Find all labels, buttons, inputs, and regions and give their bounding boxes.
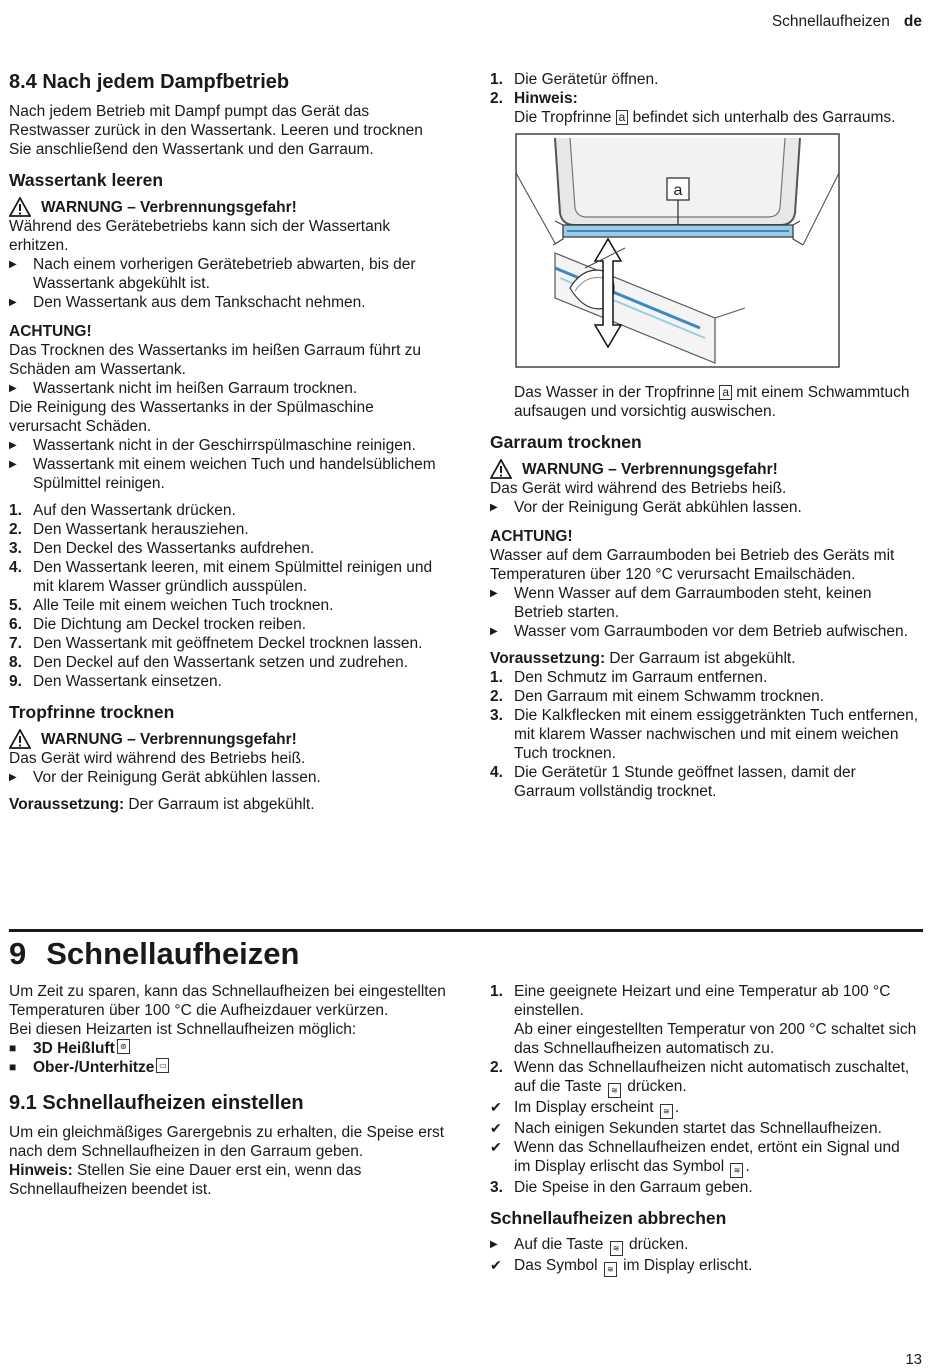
step-number: 9. [9,673,22,690]
tank-achtung-text-1: Das Trocknen des Wassertanks im heißen Garraum führt zu Schäden am Wassertank. [9,342,422,378]
tank-heading: Wassertank leeren [9,170,164,190]
step-text: Alle Teile mit einem weichen Tuch trocknen. [33,597,334,614]
list-item-text-b: drücken. [624,1236,689,1253]
step-text-a: Wenn das Schnellaufheizen nicht automatisch zuschaltet, auf die Taste [514,1059,910,1095]
bullet-arrow-icon: ▶ [9,459,17,470]
tropf-warning-text: Das Gerät wird während des Betriebs heiß. [9,750,306,767]
bullet-square-icon: ■ [9,1060,17,1074]
numbered-step [490,668,920,687]
numbered-step [9,596,449,615]
precondition-label: Voraussetzung: [9,796,125,813]
numbered-step [9,520,449,539]
step-number: 4. [9,559,22,576]
top-bottom-heat-icon: ▭ [156,1058,169,1073]
rapid-heat-symbol-icon: ≋ [604,1262,617,1277]
list-item-text: Wassertank nicht in der Geschirrspülmaschine reinigen. [33,437,416,454]
step-number: 1. [490,71,503,88]
list-item-text: Vor der Reinigung Gerät abkühlen lassen. [33,769,321,786]
step-number: 2. [490,688,503,705]
header-title: Schnellaufheizen [771,13,890,30]
oven-drip-tray-illustration [515,133,840,368]
step-number: 3. [490,707,503,724]
step-number: 2. [490,90,503,107]
tropf-warning [9,729,449,749]
precondition-label: Voraussetzung: [490,650,606,667]
list-item-text: Wenn Wasser auf dem Garraumboden steht, keinen Betrieb starten. [514,585,872,621]
chapter-number: 9 [9,936,27,971]
step-number: 7. [9,635,22,652]
step-number: 2. [9,521,22,538]
numbered-step [490,89,920,127]
tank-warning [9,197,449,217]
numbered-step [9,615,449,634]
garraum-achtung: ACHTUNG! [490,528,573,545]
list-item [9,455,449,493]
step-number: 6. [9,616,22,633]
tank-achtung: ACHTUNG! [9,323,92,340]
list-item [9,379,449,398]
bullet-arrow-icon: ▶ [9,440,17,451]
bullet-arrow-icon: ▶ [490,588,498,599]
bullet-arrow-icon: ▶ [490,1239,498,1250]
bullet-arrow-icon: ▶ [9,772,17,783]
step-text [514,982,920,1058]
step-3-text [514,383,920,421]
step-text-main: Eine geeignete Heizart und eine Temperatur ab 100 °C einstellen. [514,983,891,1019]
step-text [514,1058,920,1098]
numbered-step [490,70,920,89]
list-item [9,768,449,787]
step-text: Die Gerätetür öffnen. [514,71,659,88]
mode-ober-unterhitze: Ober-/Unterhitze [33,1059,155,1076]
numbered-step [9,672,449,691]
hint-text: Die Tropfrinne [514,109,616,126]
step-text: Auf den Wassertank drücken. [33,502,236,519]
rapid-heat-symbol-icon: ≋ [660,1104,673,1119]
list-item-text: Den Wassertank aus dem Tankschacht nehmen. [33,294,366,311]
list-item [490,498,920,517]
numbered-step [9,539,449,558]
numbered-step [490,706,920,763]
list-item-text: Vor der Reinigung Gerät abkühlen lassen. [514,499,802,516]
checkmark-icon: ✔ [490,1120,502,1136]
step-number: 1. [9,502,22,519]
hint-text: befindet sich unterhalb des Garraums. [628,109,896,126]
numbered-step [490,687,920,706]
list-item [490,622,920,641]
list-item [9,255,449,293]
header-language: de [903,13,922,30]
result-text-b: im Display erlischt. [618,1257,753,1274]
hint-text: Stellen Sie eine Dauer erst ein, wenn das Schnellaufheizen beendet ist. [9,1162,362,1198]
step-text-note: Ab einer eingestellten Temperatur von 200 °C schaltet sich das Schnellaufheizen automatisch zu. [514,1021,917,1057]
step-text-b: drücken. [622,1078,687,1095]
result-text-b: . [674,1099,680,1116]
bullet-square-icon: ■ [9,1041,17,1055]
step-text: Den Wassertank leeren, mit einem Spülmittel reinigen und mit klarem Wasser gründlich ausspülen. [33,559,433,595]
step-number: 2. [490,1059,503,1076]
left-column-8-4 [9,70,449,814]
numbered-step [490,1058,920,1098]
garraum-achtung-text: Wasser auf dem Garraumboden bei Betrieb des Geräts mit Temperaturen über 120 °C verursacht Emailschäden. [490,547,895,583]
tank-warning-text: Während des Gerätebetriebs kann sich der Wassertank erhitzen. [9,218,391,254]
list-item [9,293,449,312]
checkmark-icon: ✔ [490,1099,502,1115]
result-text-a: Wenn das Schnellaufheizen endet, ertönt ein Signal und im Display erlischt das Symbol [514,1139,900,1175]
list-item [9,1058,449,1077]
numbered-step [9,634,449,653]
callout-a-label: a [616,110,629,125]
numbered-step [9,653,449,672]
numbered-step [9,501,449,520]
chapter-9-left [9,982,449,1199]
step-number: 8. [9,654,22,671]
section-8-4-intro: Nach jedem Betrieb mit Dampf pumpt das Gerät das Restwasser zurück in den Wassertank. Leeren und trocknen Sie anschließend den Wassertank und den Garraum. [9,103,423,158]
result-item [490,1119,920,1138]
step-text: Den Schmutz im Garraum entfernen. [514,669,768,686]
garraum-warning-text: Das Gerät wird während des Betriebs heiß. [490,480,787,497]
numbered-step [490,763,920,801]
list-item [490,1235,920,1256]
step-number: 4. [490,764,503,781]
checkmark-icon: ✔ [490,1139,502,1155]
numbered-step [490,1178,920,1197]
rapid-heat-button-icon: ≋ [608,1083,621,1098]
result-text-b: . [745,1158,750,1175]
bullet-arrow-icon: ▶ [9,383,17,394]
step-text: Die Kalkflecken mit einem essiggetränkten Tuch entfernen, mit klarem Wasser nachwischen und mit einem weichen Tuch trocknen. [514,707,919,762]
step-number: 3. [9,540,22,557]
step-text: Die Gerätetür 1 Stunde geöffnet lassen, damit der Garraum vollständig trocknet. [514,764,856,800]
step-text: Die Dichtung am Deckel trocken reiben. [33,616,307,633]
list-item-text: Nach einem vorherigen Gerätebetrieb abwarten, bis der Wassertank abgekühlt ist. [33,256,416,292]
step-number: 3. [490,1179,503,1196]
list-item-text: Wassertank mit einem weichen Tuch und handelsüblichem Spülmittel reinigen. [33,456,436,492]
precondition-text: Der Garraum ist abgekühlt. [605,650,796,667]
warning-label: WARNUNG – Verbrennungsgefahr! [41,730,297,748]
section-9-1-text: Um ein gleichmäßiges Garergebnis zu erhalten, die Speise erst nach dem Schnellaufheizen in den Garraum geben. [9,1124,445,1160]
garraum-precondition [490,649,920,668]
step-text: Den Deckel des Wassertanks aufdrehen. [33,540,315,557]
warning-label: WARNUNG – Verbrennungsgefahr! [522,460,778,478]
result-text: Nach einigen Sekunden startet das Schnellaufheizen. [514,1120,882,1137]
result-text-a: Im Display erscheint [514,1099,658,1116]
bullet-arrow-icon: ▶ [9,259,17,270]
bullet-arrow-icon: ▶ [490,626,498,637]
tank-achtung-text-2: Die Reinigung des Wassertanks in der Spülmaschine verursacht Schäden. [9,399,374,435]
callout-a-label: a [719,385,732,400]
warning-label: WARNUNG – Verbrennungsgefahr! [41,198,297,216]
section-9-1-title: 9.1 Schnellaufheizen einstellen [9,1092,304,1114]
warning-triangle-icon [490,459,512,479]
list-item-text: Wassertank nicht im heißen Garraum trocknen. [33,380,358,397]
list-item [490,584,920,622]
hint-label: Hinweis: [9,1162,73,1179]
garraum-heading: Garraum trocknen [490,432,642,452]
tropf-precondition [9,795,449,814]
list-item [9,436,449,455]
step-number: 1. [490,669,503,686]
result-text-a: Das Symbol [514,1257,602,1274]
step-text: Den Garraum mit einem Schwamm trocknen. [514,688,825,705]
result-item [490,1256,920,1277]
result-item [490,1138,920,1178]
list-item-text-a: Auf die Taste [514,1236,608,1253]
result-item [490,1098,920,1119]
section-8-4-title: 8.4 Nach jedem Dampfbetrieb [9,71,290,93]
bullet-arrow-icon: ▶ [9,297,17,308]
step-text: Die Speise in den Garraum geben. [514,1179,753,1196]
rapid-heat-symbol-icon: ≋ [730,1163,743,1178]
chapter-divider [9,929,923,932]
step-number: 5. [9,597,22,614]
list-item [9,1039,449,1058]
abort-heading: Schnellaufheizen abbrechen [490,1208,727,1228]
right-column-upper [490,70,920,801]
rapid-heat-button-icon: ≋ [610,1241,623,1256]
chapter-title-text: Schnellaufheizen [46,936,300,971]
bullet-arrow-icon: ▶ [490,502,498,513]
step-text: Das Wasser in der Tropfrinne [514,384,720,401]
precondition-text: Der Garraum ist abgekühlt. [124,796,315,813]
hot-air-3d-icon: ⊛ [117,1039,130,1054]
hint-label: Hinweis: [514,90,578,107]
step-number: 1. [490,983,503,1000]
chapter-9-intro-2: Bei diesen Heizarten ist Schnellaufheizen möglich: [9,1021,357,1038]
numbered-step [490,982,920,1058]
warning-triangle-icon [9,197,31,217]
chapter-9-right [490,982,920,1277]
page-header [772,12,922,31]
garraum-warning [490,459,920,479]
step-text: Den Wassertank einsetzen. [33,673,222,690]
step-text: Den Wassertank herausziehen. [33,521,249,538]
step-text: Den Deckel auf den Wassertank setzen und zudrehen. [33,654,409,671]
tropf-heading: Tropfrinne trocknen [9,702,175,722]
step-text: Den Wassertank mit geöffnetem Deckel trocknen lassen. [33,635,423,652]
step-text: mit einem Schwammtuch aufsaugen und vorsichtig auswischen. [514,384,910,420]
hint-block [514,89,895,127]
hint [9,1161,449,1199]
checkmark-icon: ✔ [490,1257,502,1273]
numbered-step [9,558,449,596]
chapter-9-intro: Um Zeit zu sparen, kann das Schnellaufheizen bei eingestellten Temperaturen über 100 °C die Aufheizdauer verkürzen. [9,983,446,1019]
list-item-text: Wasser vom Garraumboden vor dem Betrieb aufwischen. [514,623,908,640]
mode-3d-heissluft: 3D Heißluft [33,1040,115,1057]
svg-text:a: a [673,182,683,199]
warning-triangle-icon [9,729,31,749]
page-number: 13 [905,1351,922,1368]
chapter-9-title [9,935,299,973]
